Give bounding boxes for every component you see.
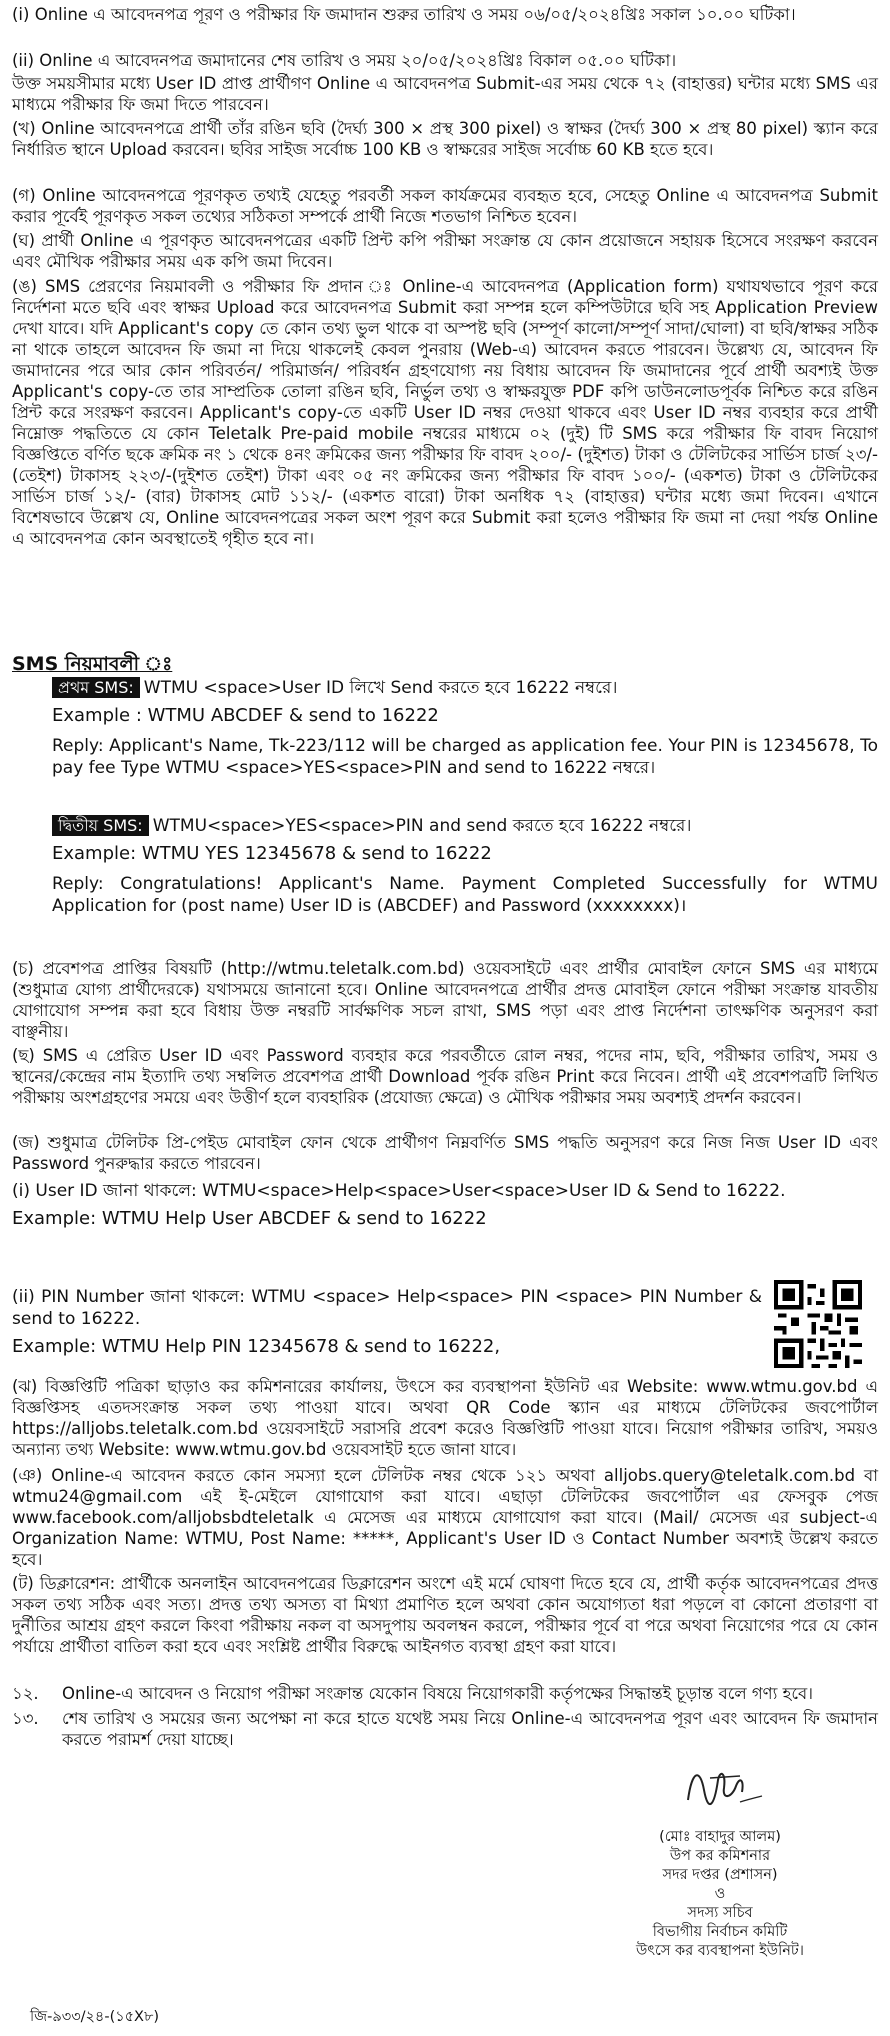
second-sms-reply: Reply: Congratulations! Applicant's Name. Payment Completed Successfully for WTMU Application for (post name) User ID is (ABCDEF) and Password (xxxxxxxx)।: [52, 874, 878, 916]
sms-rules-heading: SMS নিয়মাবলী ঃ: [12, 653, 173, 675]
first-sms-text: WTMU <space>User ID লিখে Send করতে হবে 16222 নম্বরে।: [143, 678, 618, 698]
numbered-item-text: শেষ তারিখ ও সময়ের জন্য অপেক্ষা না করে হাতে যথেষ্ট সময় নিয়ে Online-এ আবেদনপত্র পূরণ এবং আবেদন ফি জমাদান করতে পরামর্শ দেয়া যাচ্ছে।: [62, 1709, 878, 1749]
signatory-name: (মোঃ বাহাদুর আলম): [659, 1829, 781, 1845]
para-contact-help: (ঞ) Online-এ আবেদন করতে কোন সমস্যা হলে টেলিটক নম্বর থেকে ১২১ অথবা alljobs.query@teletalk.com.bd বা wtmu24@gmail.com এই ই-মেইলে যোগাযোগ করা যাবে। এছাড়া টেলিটকের জবপোর্টাল এর ফেসবুক পেজ www.facebook.com/alljobsbdteletalk এ মেসেজ এর মাধ্যমে যোগাযোগ করা যাবে। (Mail/ মেসেজ এর subject-এ Organization Name: WTMU, Post Name: *****, Applicant's User ID ও Contact Number অবশ্যই উল্লেখ করতে হবে।: [12, 1466, 878, 1569]
recovery-user-id: [12, 1180, 878, 1230]
para-admit-card: (চ) প্রবেশপত্র প্রাপ্তির বিষয়টি (http://wtmu.teletalk.com.bd) ওয়েবসাইটে এবং প্রার্থীর মোবাইল ফোনে SMS এর মাধ্যমে (শুধুমাত্র যোগ্য প্রার্থীদেরকে) যথাসময়ে জানানো হবে। Online আবেদনপত্রে প্রার্থীর প্রদত্ত মোবাইল ফোনে পরীক্ষা সংক্রান্ত যাবতীয় যোগাযোগ সম্পন্ন করা হবে বিধায় উক্ত নম্বরটি সার্বক্ষণিক সচল রাখা, SMS পড়া এবং প্রাপ্ত নির্দেশনা তাৎক্ষণিক অনুসরণ করা বাঞ্ছনীয়।: [12, 959, 878, 1041]
numbered-item-number: ১৩.: [12, 1709, 39, 1728]
memo-number: জি-৯৩৩/২৪-(১৫X৮): [30, 2009, 160, 2025]
para-declaration: (ট) ডিক্লারেশন: প্রার্থীকে অনলাইন আবেদনপত্রের ডিক্লারেশন অংশে এই মর্মে ঘোষণা দিতে হবে যে, প্রার্থী কর্তৃক আবেদনপত্রের প্রদত্ত সকল তথ্য সঠিক এবং সত্য। প্রদত্ত তথ্য অসত্য বা মিথ্যা প্রমাণিত হলে অথবা কোন অযোগ্যতা ধরা পড়লে বা কোনো প্রতারণা বা দুর্নীতির আশ্রয় গ্রহণ করলে কিংবা পরীক্ষায় নকল বা অসদুপায় অবলম্বন করলে, পরীক্ষার পূর্বে বা পরে অথবা নিয়োগের পরে যে কোন পর্যায়ে প্রার্থীতা বাতিল করা হবে এবং সংশ্লিষ্ট প্রার্থীর বিরুদ্ধে আইনগত ব্যবস্থা গ্রহণ করা যাবে।: [12, 1574, 878, 1656]
first-sms-tag: প্রথম SMS:: [52, 677, 140, 698]
numbered-item-12: [12, 1683, 878, 1704]
para-website-info: (ঝ) বিজ্ঞপ্তিটি পত্রিকা ছাড়াও কর কমিশনারের কার্যালয়, উৎসে কর ব্যবস্থাপনা ইউনিট এর Website: www.wtmu.gov.bd এ বিজ্ঞপ্তিসহ এতদসংক্রান্ত সকল তথ্য পাওয়া যাবে। অথবা QR Code স্ক্যান এর মাধ্যমে টেলিটকের জবপোর্টাল https://alljobs.teletalk.com.bd ওয়েবসাইটে সরাসরি প্রবেশ করেও বিজ্ঞপ্তিটি পাওয়া যাবে। নিয়োগ পরীক্ষার তারিখ, সময়ও অন্যান্য তথ্য Website: www.wtmu.gov.bd ওয়েবসাইট হতে জানা যাবে।: [12, 1377, 878, 1459]
recovery-pin-text: (ii) PIN Number জানা থাকলে: WTMU <space> Help<space> PIN <space> PIN Number & send to 16222.: [12, 1287, 762, 1329]
signatory-office: সদর দপ্তর (প্রশাসন): [662, 1867, 778, 1883]
recovery-pin-example: Example: WTMU Help PIN 12345678 & send to 16222,: [12, 1336, 501, 1357]
signatory-committee: বিভাগীয় নির্বাচন কমিটি: [652, 1924, 788, 1940]
second-sms-example: Example: WTMU YES 12345678 & send to 16222: [52, 843, 492, 864]
signatory-conjunction: ও: [714, 1886, 726, 1902]
first-sms-reply: Reply: Applicant's Name, Tk-223/112 will be charged as application fee. Your PIN is 12345678, To pay fee Type WTMU <space>YES<space>PIN and send to 16222 নম্বরে।: [52, 736, 878, 778]
para-photo-upload: (খ) Online আবেদনপত্রে প্রার্থী তাঁর রঙিন ছবি (দৈর্ঘ্য 300 × প্রস্থ 300 pixel) ও স্বাক্ষর (দৈর্ঘ্য 300 × প্রস্থ 80 pixel) স্ক্যান করে নির্ধারিত স্থানে Upload করবেন। ছবির সাইজ সর্বোচ্চ 100 KB ও স্বাক্ষরের সাইজ সর্বোচ্চ 60 KB হতে হবে।: [12, 119, 878, 159]
recovery-user-id-example: Example: WTMU Help User ABCDEF & send to 16222: [12, 1208, 487, 1229]
qr-code-icon: [774, 1280, 862, 1368]
para-start-date: (i) Online এ আবেদনপত্র পূরণ ও পরীক্ষার ফি জমাদান শুরুর তারিখ ও সময় ০৬/০৫/২০২৪খ্রিঃ সকাল ১০.০০ ঘটিকা।: [12, 5, 796, 24]
para-print-copy: (ঘ) প্রার্থী Online এ পূরণকৃত আবেদনপত্রের একটি প্রিন্ট কপি পরীক্ষা সংক্রান্ত যে কোন প্রয়োজনে সহায়ক হিসেবে সংরক্ষণ করবেন এবং মৌখিক পরীক্ষার সময় এক কপি জমা দিবেন।: [12, 231, 878, 271]
recovery-pin: [12, 1286, 762, 1358]
para-user-id-deadline: উক্ত সময়সীমার মধ্যে User ID প্রাপ্ত প্রার্থীগণ Online এ আবেদনপত্র Submit-এর সময় থেকে ৭২ (বাহাত্তর) ঘন্টার মধ্যে SMS এর মাধ্যমে পরীক্ষার ফি জমা দিতে পারবেন।: [12, 74, 878, 114]
para-sms-fee-rules: (ঙ) SMS প্রেরণের নিয়মাবলী ও পরীক্ষার ফি প্রদান ঃ Online-এ আবেদনপত্র (Application form) যথাযথভাবে পূরণ করে নির্দেশনা মতে ছবি এবং স্বাক্ষর Upload করে আবেদনপত্র Submit করা সম্পন্ন হলে কম্পিউটারে ছবি সহ Application Preview দেখা যাবে। যদি Applicant's copy তে কোন তথ্য ভুল থাকে বা অস্পষ্ট ছবি (সম্পূর্ণ কালো/সম্পূর্ণ সাদা/ঘোলা) বা ছবি/স্বাক্ষর সঠিক না থাকে তাহলে আবেদন ফি জমা না দিয়ে থাকলেই কেবল পুনরায় (Web-এ) আবেদন করতে পারবেন। উল্লেখ্য যে, আবেদন ফি জমাদানের পরে আর কোন পরিবর্তন/ পরিমার্জন/ পরিবর্ধন গ্রহণযোগ্য নয় বিধায় আবেদন ফি জমাদানের পূর্বে প্রার্থী অবশ্যই উক্ত Applicant's copy-তে তার সাম্প্রতিক তোলা রঙিন ছবি, নির্ভুল তথ্য ও স্বাক্ষরযুক্ত PDF কপি ডাউনলোডপূর্বক নিশ্চিত করে রঙিন প্রিন্ট করে সংরক্ষণ করবেন। Applicant's copy-তে একটি User ID নম্বর দেওয়া থাকবে এবং User ID নম্বর ব্যবহার করে প্রার্থী নিম্নোক্ত পদ্ধতিতে যে কোন Teletalk Pre-paid mobile নম্বরের মাধ্যমে ০২ (দুই) টি SMS করে পরীক্ষার ফি বাবদ নিয়োগ বিজ্ঞপ্তিতে বর্ণিত ছকে ক্রমিক নং ১ থেকে ৪নং ক্রমিকের জন্য পরীক্ষার ফি বাবদ ২০০/- (দুইশত) টাকা ও টেলিটকের সার্ভিস চার্জ ২৩/- (তেইশ) টাকাসহ ২২৩/-(দুইশত তেইশ) টাকা এবং ০৫ নং ক্রমিকের জন্য পরীক্ষার ফি বাবদ ১০০/- (একশত) টাকা ও টেলিটকের সার্ভিস চার্জ ১২/- (বার) টাকাসহ মোট ১১২/- (একশত বারো) টাকা অনধিক ৭২ (বাহাত্তর) ঘন্টার মধ্যে জমা দিবেন। এখানে বিশেষভাবে উল্লেখ যে, Online আবেদনপত্রের সকল অংশ পূরণ করে Submit করা হলেও পরীক্ষার ফি জমা না দেয়া পর্যন্ত Online এ আবেদনপত্র কোন অবস্থাতেই গৃহীত হবে না।: [12, 277, 878, 548]
signatory-role: সদস্য সচিব: [687, 1905, 753, 1921]
signatory-designation: উপ কর কমিশনার: [669, 1848, 771, 1864]
para-download-print: (ছ) SMS এ প্রেরিত User ID এবং Password ব্যবহার করে পরবর্তীতে রোল নম্বর, পদের নাম, ছবি, পরীক্ষার তারিখ, সময় ও স্থানের/কেন্দ্রের নাম ইত্যাদি তথ্য সম্বলিত প্রবেশপত্র প্রার্থী Download পূর্বক রঙিন Print করে নিবেন। প্রার্থী এই প্রবেশপত্রটি লিখিত পরীক্ষায় অংশগ্রহণের সময়ে এবং উত্তীর্ণ হলে ব্যবহারিক (প্রযোজ্য ক্ষেত্রে) ও মৌখিক পরীক্ষার সময় অবশ্যই প্রদর্শন করবেন।: [12, 1046, 878, 1107]
first-sms-block: [52, 677, 878, 779]
para-recovery: (জ) শুধুমাত্র টেলিটক প্রি-পেইড মোবাইল ফোন থেকে প্রার্থীগণ নিম্নবর্ণিত SMS পদ্ধতি অনুসরণ করে নিজ নিজ User ID এবং Password পুনরুদ্ধার করতে পারবেন।: [12, 1133, 878, 1173]
recovery-user-id-text: (i) User ID জানা থাকলে: WTMU<space>Help<space>User<space>User ID & Send to 16222.: [12, 1181, 786, 1201]
numbered-item-13: [12, 1708, 878, 1749]
handwritten-signature: [670, 1750, 770, 1822]
para-info-accuracy: (গ) Online আবেদনপত্রে পূরণকৃত তথ্যই যেহেতু পরবর্তী সকল কার্যক্রমের ব্যবহৃত হবে, সেহেতু Online এ আবেদনপত্র Submit করার পূর্বেই পূরণকৃত সকল তথ্যের সঠিকতা সম্পর্কে প্রার্থী নিজে শতভাগ নিশ্চিত হবেন।: [12, 186, 878, 226]
second-sms-tag: দ্বিতীয় SMS:: [52, 815, 149, 836]
numbered-item-number: ১২.: [12, 1684, 39, 1703]
signature-block: [630, 1750, 810, 1961]
second-sms-block: [52, 815, 878, 917]
numbered-item-text: Online-এ আবেদন ও নিয়োগ পরীক্ষা সংক্রান্ত যেকোন বিষয়ে নিয়োগকারী কর্তৃপক্ষের সিদ্ধান্তই চূড়ান্ত বলে গণ্য হবে।: [62, 1684, 814, 1703]
first-sms-example: Example : WTMU ABCDEF & send to 16222: [52, 705, 439, 726]
signatory-unit: উৎসে কর ব্যবস্থাপনা ইউনিট।: [636, 1943, 804, 1959]
second-sms-text: WTMU<space>YES<space>PIN and send করতে হবে 16222 নম্বরে।: [152, 816, 692, 836]
para-end-date: (ii) Online এ আবেদনপত্র জমাদানের শেষ তারিখ ও সময় ২০/০৫/২০২৪খ্রিঃ বিকাল ০৫.০০ ঘটিকা।: [12, 51, 677, 70]
